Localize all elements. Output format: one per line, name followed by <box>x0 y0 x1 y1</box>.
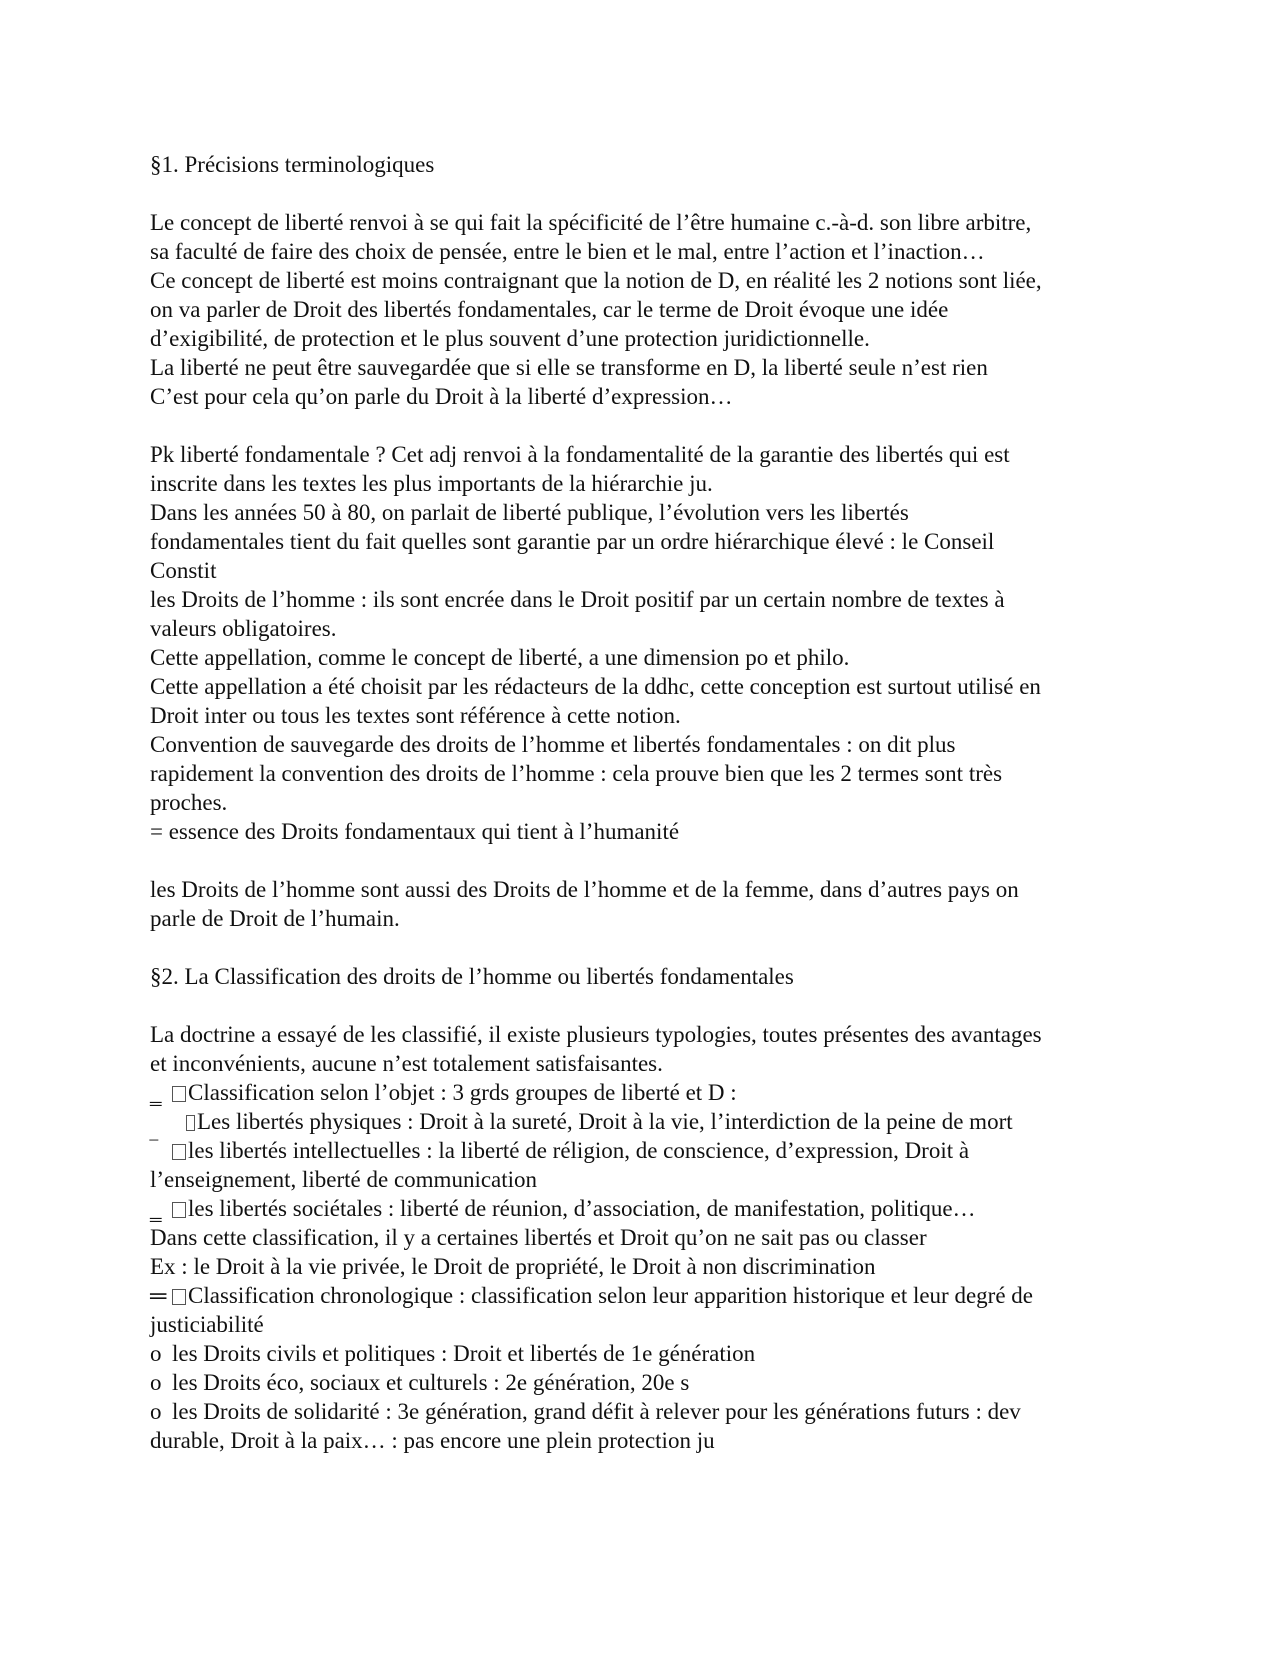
list-item: o les Droits de solidarité : 3e génération, grand défit à relever pour les générations futurs : dev <box>150 1399 1021 1424</box>
classification-list <box>150 1078 1140 1455</box>
double-dash-bullet-icon: ═ <box>150 1283 167 1308</box>
paragraph-droits-homme: les Droits de l’homme sont aussi des Droits de l’homme et de la femme, dans d’autres pays on parle de Droit de l’humain. <box>150 877 1019 931</box>
list-item: ‗ Classification selon l’objet : 3 grds groupes de liberté et D : <box>150 1080 737 1105</box>
section-heading-1: §1. Précisions terminologiques <box>150 152 435 177</box>
dash-bullet-icon: ‗ <box>150 1196 162 1221</box>
paragraph-doctrine: La doctrine a essayé de les classifié, il existe plusieurs typologies, toutes présentes des avantages et inconvénients, aucune n’est totalement satisfaisantes. <box>150 1022 1042 1076</box>
note-line: Ex : le Droit à la vie privée, le Droit de propriété, le Droit à non discrimination <box>150 1254 876 1279</box>
list-item: o les Droits civils et politiques : Droit et libertés de 1e génération <box>150 1341 756 1366</box>
paragraph-liberte-concept: Le concept de liberté renvoi à se qui fait la spécificité de l’être humaine c.-à-d. son libre arbitre, sa faculté de faire des choix de pensée, entre le bien et le mal, entre l’action et l’inaction… Ce concept de liberté est moins contraignant que la notion de D, en réalité les 2 notions sont liée, on va parler de Droit des libertés fondamentales, car le terme de Droit évoque une idée d’exigibilité, de protection et le plus souvent d’une protection juridictionnelle. La liberté ne peut être sauvegardée que si elle se transforme en D, la liberté seule n’est rien C’est pour cela qu’on parle du Droit à la liberté d’expression… <box>150 210 1042 409</box>
list-item-continuation: l’enseignement, liberté de communication <box>150 1167 538 1192</box>
circle-bullet-icon: o <box>150 1341 162 1366</box>
missing-glyph-icon <box>172 1289 186 1305</box>
dash-bullet-icon: ‗ <box>150 1080 162 1105</box>
missing-glyph-icon <box>172 1086 186 1102</box>
overline-bullet-icon: ‾ <box>150 1138 158 1163</box>
note-line: Dans cette classification, il y a certaines libertés et Droit qu’on ne sait pas ou classer <box>150 1225 927 1250</box>
list-item-continuation: durable, Droit à la paix… : pas encore une plein protection ju <box>150 1428 715 1453</box>
list-item: ‗ les libertés sociétales : liberté de réunion, d’association, de manifestation, politique… <box>150 1196 976 1221</box>
list-item: ═ Classification chronologique : classification selon leur apparition historique et leur degré de <box>150 1283 1034 1308</box>
missing-glyph-icon <box>186 1115 195 1131</box>
section-heading-2: §2. La Classification des droits de l’homme ou libertés fondamentales <box>150 964 794 989</box>
list-item-continuation: justiciabilité <box>150 1312 264 1337</box>
missing-glyph-icon <box>172 1202 186 1218</box>
paragraph-liberte-fondamentale: Pk liberté fondamentale ? Cet adj renvoi à la fondamentalité de la garantie des libertés qui est inscrite dans les textes les plus importants de la hiérarchie ju. Dans les années 50 à 80, on parlait de liberté publique, l’évolution vers les libertés fondamentales tient du fait quelles sont garantie par un ordre hiérarchique élevé : le Conseil Constit les Droits de l’homme : ils sont encrée dans le Droit positif par un certain nombre de textes à valeurs obligatoires. Cette appellation, comme le concept de liberté, a une dimension po et philo. Cette appellation a été choisit par les rédacteurs de la ddhc, cette conception est surtout utilisé en Droit inter ou tous les textes sont référence à cette notion. Convention de sauvegarde des droits de l’homme et libertés fondamentales : on dit plus rapidement la convention des droits de l’homme : cela prouve bien que les 2 termes sont très proches. = essence des Droits fondamentaux qui tient à l’humanité <box>150 442 1041 844</box>
circle-bullet-icon: o <box>150 1399 162 1424</box>
circle-bullet-icon: o <box>150 1370 162 1395</box>
list-item: o les Droits éco, sociaux et culturels : 2e génération, 20e s <box>150 1370 690 1395</box>
list-item: Les libertés physiques : Droit à la sureté, Droit à la vie, l’interdiction de la peine de mort <box>150 1107 1140 1136</box>
document-body <box>150 150 1140 1455</box>
list-item: ‾ les libertés intellectuelles : la liberté de réligion, de conscience, d’expression, Droit à <box>150 1138 970 1163</box>
missing-glyph-icon <box>172 1144 186 1160</box>
